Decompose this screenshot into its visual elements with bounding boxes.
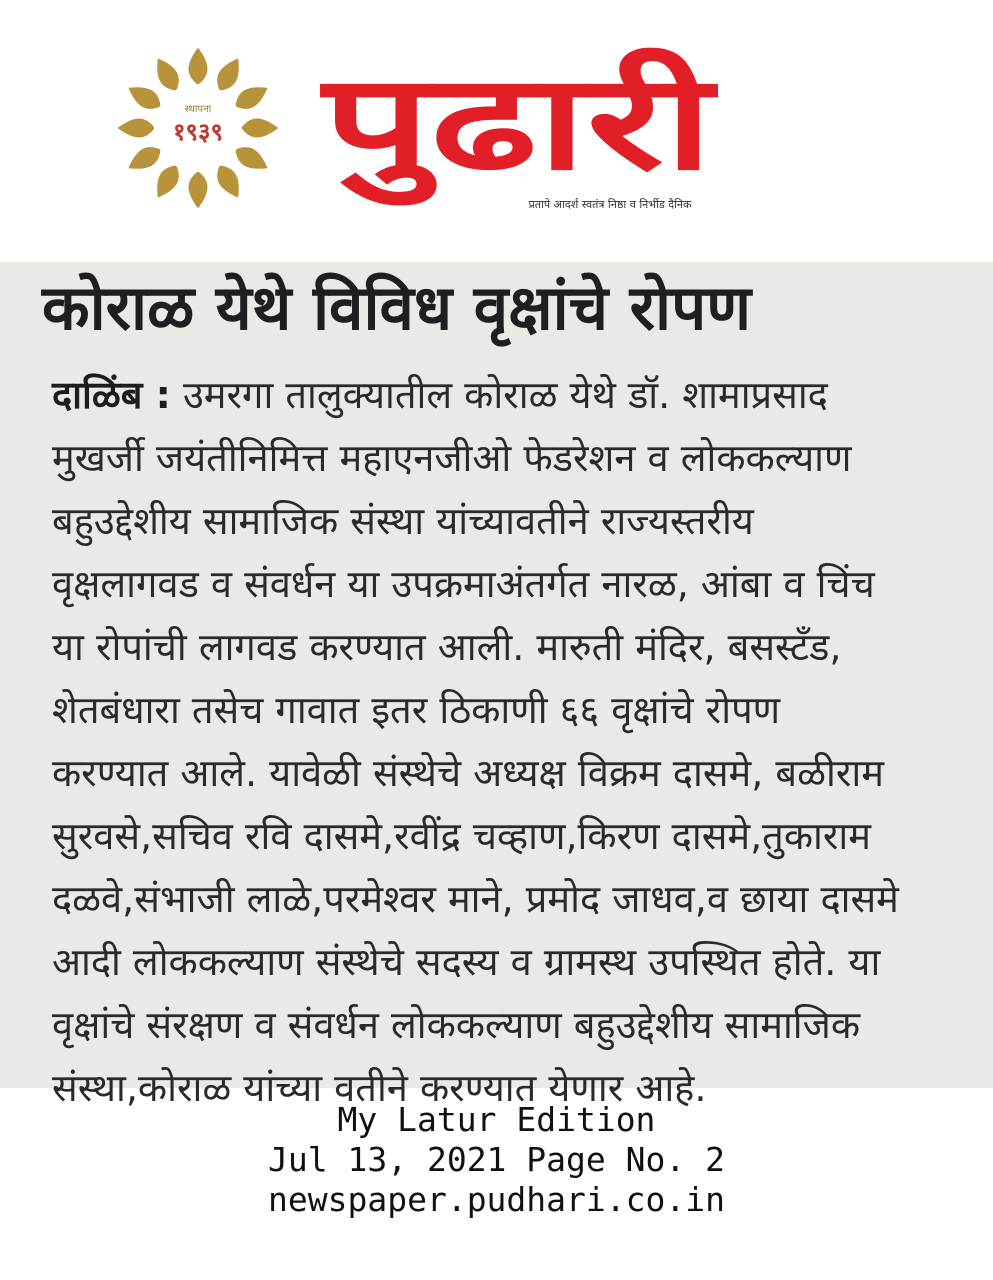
edition-caption <box>0 1100 993 1220</box>
article-line: दळवे,संभाजी लाळे,परमेश्वर माने, प्रमोद जाधव,व छाया दासमे <box>52 877 899 921</box>
anniversary-emblem <box>112 42 284 214</box>
article-line: संस्था,कोराळ यांच्या वतीने करण्यात येणार आहे. <box>52 1066 707 1110</box>
emblem-petal <box>240 118 280 139</box>
article-line <box>52 364 972 427</box>
article-line: करण्यात आले. यावेळी संस्थेचे अध्यक्ष विक्रम दासमे, बळीराम <box>52 751 884 795</box>
emblem-petal <box>116 118 156 139</box>
logo-wordmark: पुढारी <box>323 46 595 200</box>
article-line: वृक्षांचे संरक्षण व संवर्धन लोककल्याण बहुउद्देशीय सामाजिक <box>52 1003 861 1047</box>
article-headline: कोराळ येथे विविध वृक्षांचे रोपण <box>42 271 752 344</box>
masthead <box>0 0 993 258</box>
dateline: दाळिंब : <box>52 373 171 417</box>
edition-url: newspaper.pudhari.co.in <box>268 1180 725 1219</box>
article-line: वृक्षलागवड व संवर्धन या उपक्रमाअंतर्गत नारळ, आंबा व चिंच <box>52 562 875 606</box>
news-clipping <box>0 262 993 1110</box>
article-line: सुरवसे,सचिव रवि दासमे,रवींद्र चव्हाण,किरण दासमे,तुकाराम <box>52 814 871 858</box>
edition-name: My Latur Edition <box>337 1100 656 1139</box>
edition-date-page: Jul 13, 2021 Page No. 2 <box>268 1140 725 1179</box>
article-line: या रोपांची लागवड करण्यात आली. मारुती मंदिर, बसस्टँड, <box>52 625 842 669</box>
article-line: मुखर्जी जयंतीनिमित्त महाएनजीओ फेडरेशन व लोककल्याण <box>52 436 852 480</box>
article-line: आदी लोककल्याण संस्थेचे सदस्य व ग्रामस्थ उपस्थित होते. या <box>52 940 881 984</box>
emblem-petal <box>188 46 209 86</box>
emblem-petal <box>188 170 209 210</box>
emblem-year: १९३९ <box>173 118 223 146</box>
article-text: उमरगा तालुक्यातील कोराळ येथे डॉ. शामाप्रसाद <box>170 373 828 417</box>
pudhari-logo <box>318 36 718 222</box>
article-line: शेतबंधारा तसेच गावात इतर ठिकाणी ६६ वृक्षांचे रोपण <box>52 688 781 732</box>
emblem-small-text: स्थापना <box>184 104 212 115</box>
logo-tagline: प्रतापे आदर्श स्वतंत्र निष्ठा व निर्भीड दैनिक <box>528 198 692 211</box>
article-line: बहुउद्देशीय सामाजिक संस्था यांच्यावतीने राज्यस्तरीय <box>52 499 754 543</box>
article-body <box>52 364 972 1120</box>
